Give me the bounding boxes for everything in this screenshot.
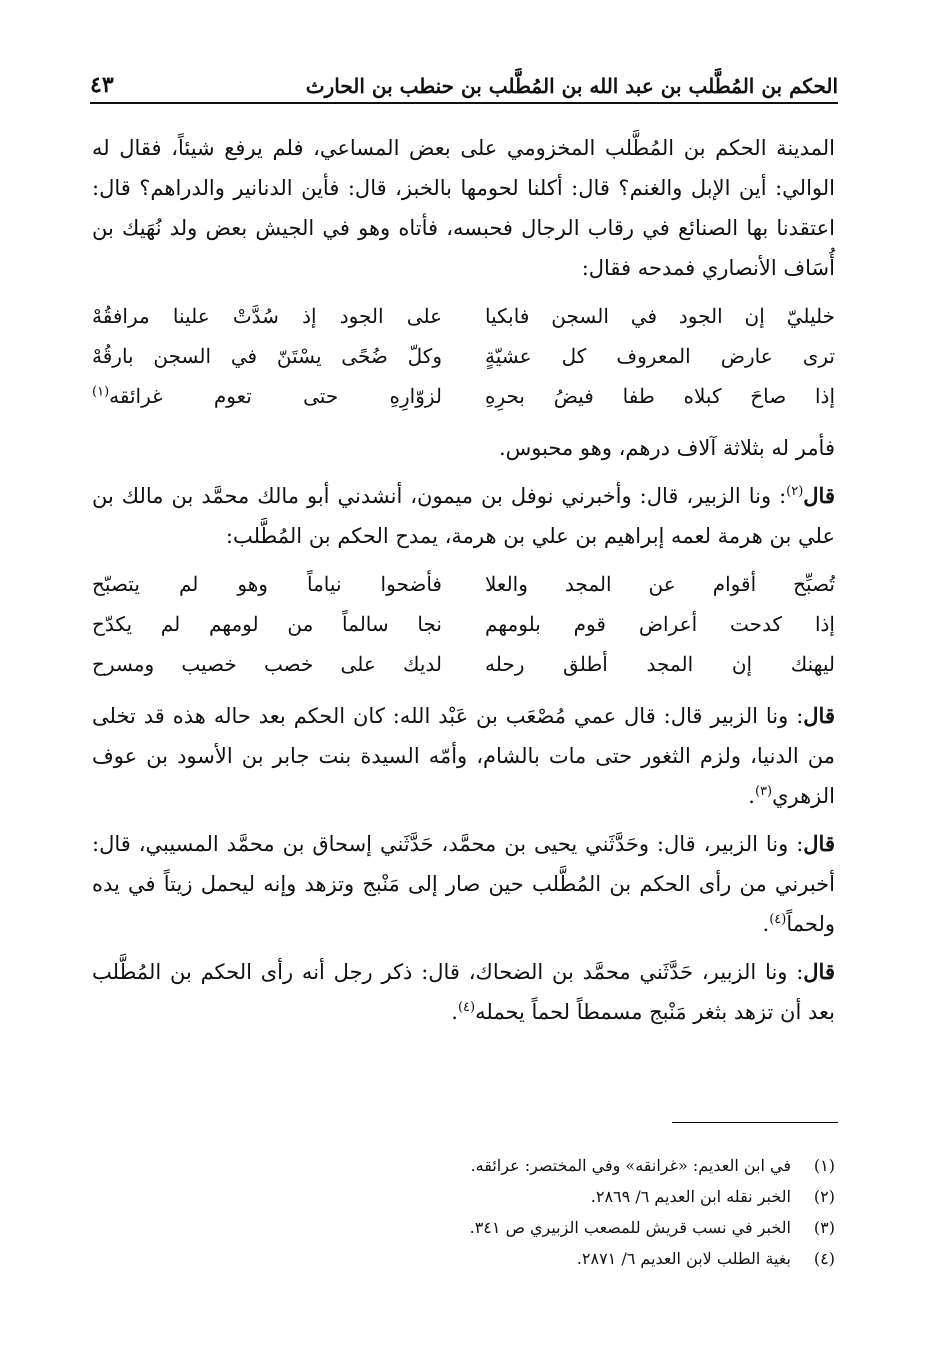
verse-second-hemistich: لديك على خصب خصيب ومسرح <box>92 652 442 676</box>
main-text <box>92 128 835 1040</box>
poem-1 <box>92 296 835 416</box>
footnote-text: الخبر في نسب قريش للمصعب الزبيري ص ٣٤١. <box>469 1218 791 1237</box>
verse <box>92 376 835 416</box>
paragraph-4 <box>92 824 835 944</box>
running-header <box>90 64 838 104</box>
footnote-ref: (٢) <box>786 484 804 499</box>
paragraph-text: : ونا الزبير، حَدَّثَني محمَّد بن الضحاك، قال: ذكر رجل أنه رأى الحكم بن المُطَّلب بعد أن تزهد بثغر مَنْبج مسمطاً لحماً يحمله <box>92 960 835 1024</box>
footnote-item <box>90 1212 835 1243</box>
paragraph-text: : ونا الزبير قال: قال عمي مُصْعَب بن عَبْد الله: كان الحكم بعد حاله هذه قد تخلى من الدنيا، ولزم الثغور حتى مات بالشام، وأمّه السيدة بنت جابر بن الأسود بن عوف الزهري <box>92 704 835 808</box>
paragraph-text: : ونا الزبير، قال: وأخبرني نوفل بن ميمون، أنشدني أبو مالك محمَّد بن مالك بن علي بن هرمة لعمه إبراهيم بن علي بن هرمة، يمدح الحكم بن المُطَّلب: <box>92 484 835 548</box>
verse-first-hemistich: إذا صاحَ كبلاه طفا فيضُ بحرِهِ <box>485 384 835 408</box>
verse-second-hemistich: وكلّ ضُحًى يسْتَنّ في السجن بارقُهْ <box>92 344 442 368</box>
paragraph-after-poem: فأمر له بثلاثة آلاف درهم، وهو محبوس. <box>498 436 835 460</box>
page-number: ٤٣ <box>90 72 114 98</box>
paragraph-tail: . <box>748 784 755 808</box>
verse-first-hemistich: إذا كدحت أعراض قوم بلومهم <box>485 612 835 636</box>
footnote-number: (١) <box>813 1156 835 1175</box>
verse-text: لزوّارِهِ حتى تعوم غرائقه <box>109 384 442 408</box>
footnotes <box>90 1150 835 1274</box>
footnote-number: (٣) <box>813 1218 835 1237</box>
footnote-text: الخبر نقله ابن العديم ٦/ ٢٨٦٩. <box>590 1187 791 1206</box>
paragraph-text: المدينة الحكم بن المُطَّلب المخزومي على بعض المساعي، فلم يرفع شيئاً، فقال له الوالي: أين الإبل والغنم؟ قال: أكلنا لحومها بالخبز، قال: فأين الدنانير والدراهم؟ قال: اعتقدنا بها الصنائع في رقاب الرجال فحبسه، فأتاه وهو في الجيش بعض ولد نُهَيك بن أُسَاف الأنصاري فمدحه فقال: <box>92 136 835 280</box>
footnote-number: (٤) <box>813 1249 835 1268</box>
running-title: الحكم بن المُطَّلب بن عبد الله بن المُطَّلب بن حنطب بن الحارث <box>305 74 838 98</box>
verse-second-hemistich: على الجود إذ سُدَّتْ علينا مرافقُهْ <box>92 304 442 328</box>
verse-first-hemistich: ليهنك إن المجد أطلق رحله <box>485 652 835 676</box>
verse-second-hemistich: نجا سالماً من لومهم لم يكدّح <box>92 612 442 636</box>
verse-first-hemistich: ترى عارض المعروف كل عشيّةٍ <box>485 344 835 368</box>
verse <box>92 336 835 376</box>
footnote-item <box>90 1243 835 1274</box>
footnote-ref: (١) <box>92 384 110 400</box>
paragraph-1 <box>92 128 835 288</box>
paragraph-lead: قال <box>803 831 835 856</box>
verse-first-hemistich: تُصبِّح أقوام عن المجد والعلا <box>485 572 835 596</box>
footnote-text: في ابن العديم: «غرانقه» وفي المختصر: عرائقه. <box>470 1156 791 1175</box>
verse-second-hemistich: فأضحوا نياماً وهو لم يتصبّح <box>92 572 442 596</box>
paragraph-tail: . <box>451 1000 458 1024</box>
footnote-ref: (٣) <box>754 784 773 799</box>
paragraph-lead: قال <box>803 703 835 728</box>
footnote-divider <box>672 1122 838 1123</box>
footnote-ref: (٤) <box>457 1000 476 1015</box>
verse-first-hemistich: خليليّ إن الجود في السجن فابكيا <box>485 304 835 328</box>
paragraph-3 <box>92 696 835 816</box>
verse-second-hemistich <box>92 384 442 408</box>
paragraph-text: : ونا الزبير، قال: وحَدَّثَني يحيى بن محمَّد، حَدَّثَني إسحاق بن محمَّد المسيبي، قال: أخبرني من رأى الحكم بن المُطَّلب حين صار إلى مَنْبج وتزهد وإنه ليحمل زيتاً في يده ولحماً <box>92 832 835 936</box>
paragraph-5 <box>92 952 835 1032</box>
paragraph-tail: . <box>762 912 770 936</box>
footnote-item <box>90 1181 835 1212</box>
footnote-ref: (٤) <box>769 912 787 927</box>
verse <box>92 644 835 684</box>
verse <box>92 296 835 336</box>
paragraph-lead: قال <box>803 959 835 984</box>
verse <box>92 604 835 644</box>
footnote-text: بغية الطلب لابن العديم ٦/ ٢٨٧١. <box>576 1249 791 1268</box>
poem-2 <box>92 564 835 684</box>
verse <box>92 564 835 604</box>
paragraph-lead: قال <box>803 483 835 508</box>
footnote-item <box>90 1150 835 1181</box>
paragraph-2 <box>92 476 835 556</box>
footnote-number: (٢) <box>813 1187 835 1206</box>
